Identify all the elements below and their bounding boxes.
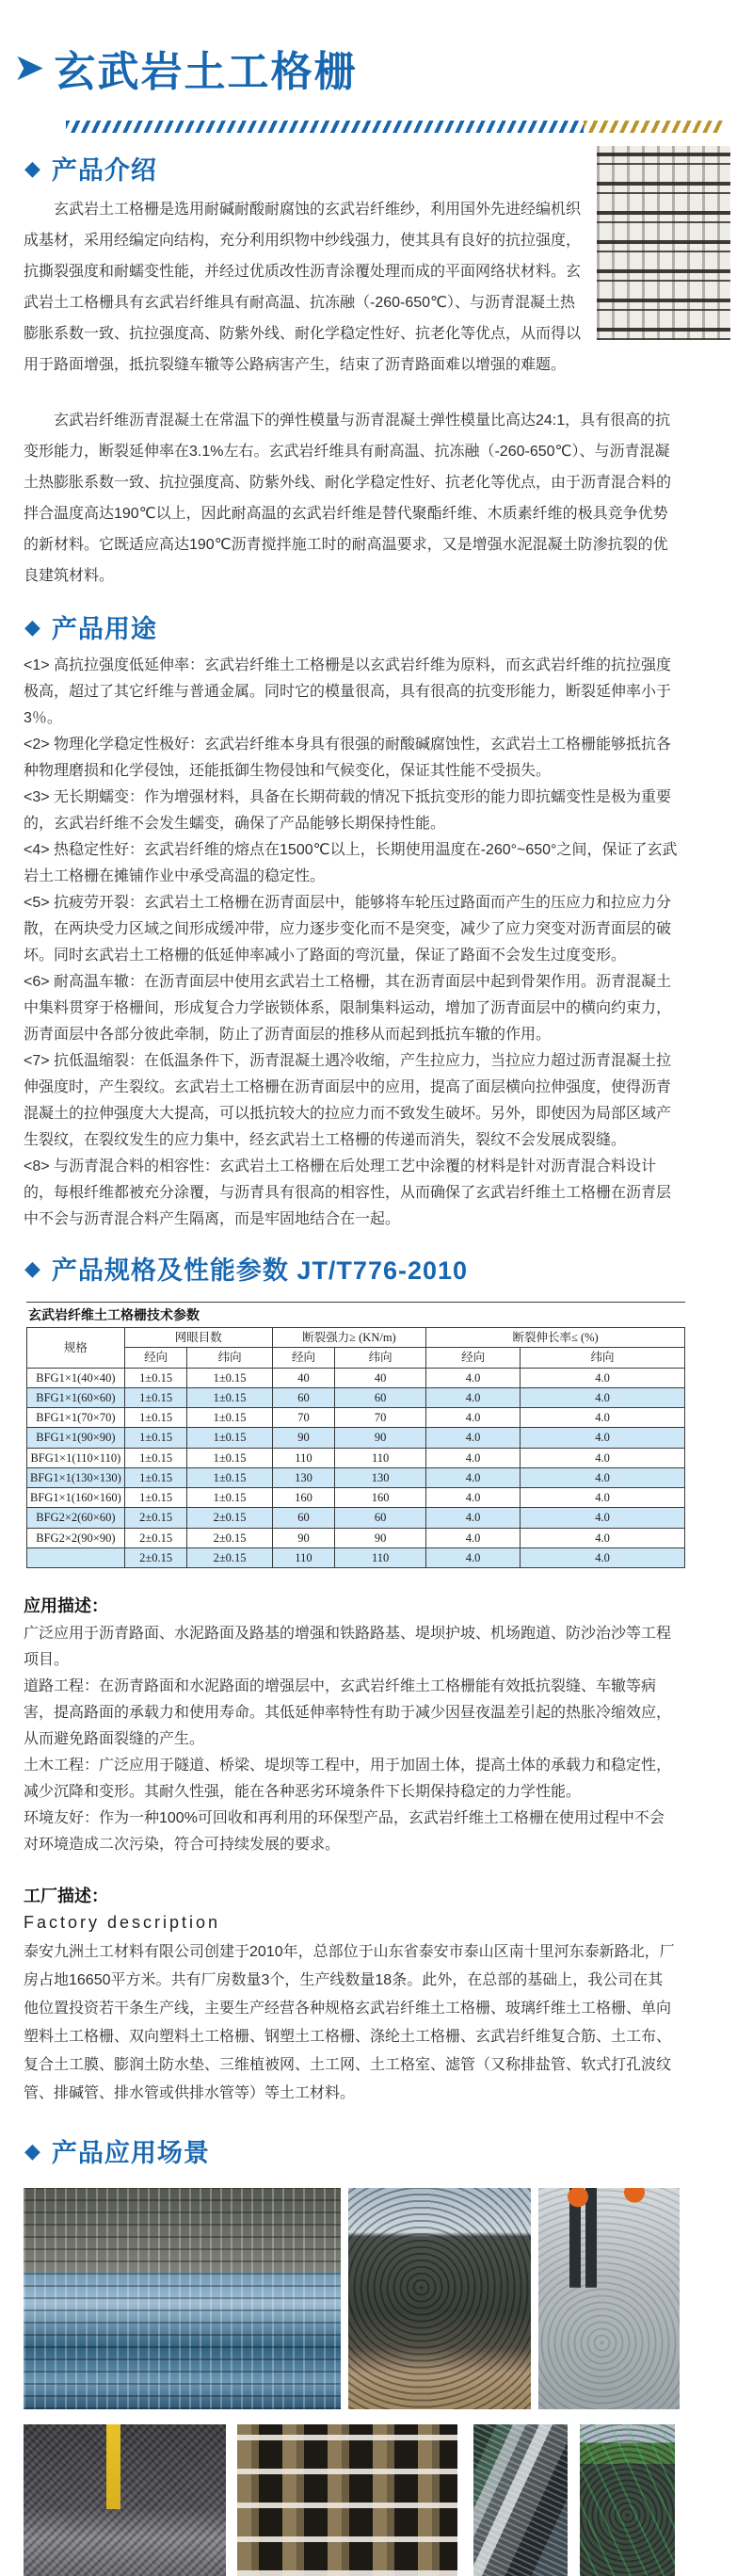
table-cell: 2±0.15 (187, 1508, 272, 1528)
section-product-intro (24, 150, 680, 591)
hatch-strip-gold (584, 121, 723, 133)
subcol-weft: 纬向 (521, 1348, 685, 1368)
table-cell: 4.0 (521, 1387, 685, 1407)
gallery-row-2 (24, 2424, 753, 2576)
intro-paragraph-2: 玄武岩纤维沥青混凝土在常温下的弹性模量与沥青混凝土弹性模量比高达24:1，具有很高的抗变形能力，断裂延伸率在3.1%左右。玄武岩纤维具有耐高温、抗冻融（-260-650℃）、与沥青混凝土热膨胀系数一致、抗拉强度高、防紫外线、耐化学稳定性好、抗老化等优点，由于沥青混合料的拌合温度高达190℃以上，因此耐高温的玄武岩纤维是替代聚酯纤维、木质素纤维的极具竞争优势的新材料。它既适应高达190℃沥青搅拌施工时的耐高温要求，又是增强水泥混凝土防渗抗裂的优良建筑材料。 (24, 413, 672, 584)
table-cell: BFG2×2(90×90) (27, 1528, 125, 1547)
table-row (27, 1547, 685, 1567)
table-cell: 4.0 (426, 1528, 521, 1547)
table-cell: 4.0 (521, 1488, 685, 1508)
usage-item-1: <1> 高抗拉强度低延伸率：玄武岩纤维土工格栅是以玄武岩纤维为原料，而玄武岩纤维的抗拉强度极高，超过了其它纤维与普通金属。同时它的模量很高，具有很高的抗变形能力，断裂延伸率小于3％。 (24, 657, 672, 726)
subcol-warp: 经向 (426, 1348, 521, 1368)
subcol-warp: 经向 (272, 1348, 334, 1368)
table-cell: 1±0.15 (124, 1448, 187, 1467)
application-heading: 应用描述： (24, 1596, 108, 1615)
table-cell: 110 (335, 1448, 426, 1467)
diamond-icon: ◆ (24, 1256, 40, 1280)
table-row (27, 1528, 685, 1547)
diamond-icon: ◆ (24, 155, 40, 180)
gallery-heading-row (24, 2132, 753, 2169)
table-cell: 4.0 (521, 1528, 685, 1547)
table-cell: BFG1×1(90×90) (27, 1428, 125, 1448)
col-header-spec: 规格 (27, 1328, 125, 1369)
table-cell: 1±0.15 (187, 1408, 272, 1428)
col-group-elongation: 断裂伸长率≤ (%) (426, 1328, 685, 1348)
table-cell: BFG1×1(70×70) (27, 1408, 125, 1428)
usage-items (24, 653, 678, 1233)
table-cell: 4.0 (521, 1448, 685, 1467)
table-cell: 1±0.15 (187, 1368, 272, 1387)
intro-paragraph-1: 玄武岩土工格栅是选用耐碱耐酸耐腐蚀的玄武岩纤维纱，利用国外先进经编机织成基材，采用经编定向结构，充分利用织物中纱线强力，使其具有良好的抗拉强度，抗撕裂强度和耐蠕变性能，并经过优质改性沥青涂覆处理而成的平面网络状材料。玄武岩土工格栅具有玄武岩纤维具有耐高温、抗冻融（-260-650℃）、与沥青混凝土热膨胀系数一致、抗拉强度高、防紫外线、耐化学稳定性好、抗老化等优点，从而得以用于路面增强，抵抗裂缝车辙等公路病害产生，结束了沥青路面难以增强的难题。 (24, 202, 582, 373)
table-row (27, 1408, 685, 1428)
table-cell: 130 (272, 1467, 334, 1487)
spec-table-subheader-row (27, 1348, 685, 1368)
table-cell: 4.0 (426, 1428, 521, 1448)
table-cell: 4.0 (426, 1508, 521, 1528)
page-header (0, 0, 753, 98)
application-paragraph-1: 广泛应用于沥青路面、水泥路面及路基的增强和铁路路基、堤坝护坡、机场跑道、防沙治沙等工程项目。 (24, 1626, 672, 1668)
subcol-warp: 经向 (124, 1348, 187, 1368)
table-cell: 1±0.15 (187, 1448, 272, 1467)
gallery-photo-workers-concrete (538, 2188, 680, 2409)
specs-heading: 产品规格及性能参数 JT/T776-2010 (51, 1256, 469, 1285)
table-cell: 90 (335, 1528, 426, 1547)
table-cell: 4.0 (426, 1488, 521, 1508)
table-cell: 60 (335, 1508, 426, 1528)
table-cell: BFG1×1(160×160) (27, 1488, 125, 1508)
table-cell: BFG1×1(60×60) (27, 1387, 125, 1407)
table-cell: 1±0.15 (124, 1408, 187, 1428)
usage-item-3: <3> 无长期蠕变：作为增强材料，具备在长期荷载的情况下抵抗变形的能力即抗蠕变性是极为重要的，玄武岩纤维不会发生蠕变，确保了产品能够长期保持性能。 (24, 789, 672, 832)
table-row (27, 1428, 685, 1448)
application-paragraph-3: 土木工程：广泛应用于隧道、桥梁、堤坝等工程中，用于加固土体，提高土体的承载力和稳定性，减少沉降和变形。其耐久性强，能在各种恶劣环境条件下长期保持稳定的力学性能。 (24, 1758, 672, 1800)
gallery-photo-production-line-pipes (24, 2188, 341, 2409)
table-cell: 4.0 (426, 1368, 521, 1387)
table-cell: 1±0.15 (124, 1467, 187, 1487)
table-row (27, 1387, 685, 1407)
spec-table-body (27, 1368, 685, 1568)
usage-item-2: <2> 物理化学稳定性极好：玄武岩纤维本身具有很强的耐酸碱腐蚀性，玄武岩土工格栅能够抵抗各种物理磨损和化学侵蚀，还能抵御生物侵蚀和气候变化，保证其性能不受损失。 (24, 737, 672, 779)
table-cell: 4.0 (521, 1467, 685, 1487)
usage-item-4: <4> 热稳定性好：玄武岩纤维的熔点在1500℃以上，长期使用温度在-260°~650°之间，保证了玄武岩土工格栅在摊铺作业中承受高温的稳定性。 (24, 842, 678, 884)
table-row (27, 1368, 685, 1387)
table-cell: BFG1×1(130×130) (27, 1467, 125, 1487)
table-cell: 60 (272, 1508, 334, 1528)
subcol-weft: 纬向 (187, 1348, 272, 1368)
table-cell: BFG1×1(40×40) (27, 1368, 125, 1387)
table-cell: 90 (272, 1528, 334, 1547)
specs-heading-row (24, 1250, 753, 1287)
table-cell (27, 1547, 125, 1567)
application-paragraphs (24, 1621, 678, 1858)
table-cell: 90 (335, 1428, 426, 1448)
table-cell: 40 (272, 1368, 334, 1387)
subcol-weft: 纬向 (335, 1348, 426, 1368)
table-row (27, 1467, 685, 1487)
factory-paragraph: 泰安九洲土工材料有限公司创建于2010年，总部位于山东省泰安市泰山区南十里河东泰新路北，厂房占地16650平方米。共有厂房数量3个，生产线数量18条。此外，在总部的基础上，我公司在其他位置投资若干条生产线，主要生产经营各种规格玄武岩纤维土工格栅、玻璃纤维土工格栅、单向塑料土工格栅、双向塑料土工格栅、钢塑土工格栅、涤纶土工格栅、玄武岩纤维复合筋、土工布、复合土工膜、膨润土防水垫、三维植被网、土工网、土工格室、滤管（又称排盐管、软式打孔波纹管、排碱管、排水管或供排水管等）等土工材料。 (24, 1944, 675, 2101)
factory-heading: 工厂描述： (24, 1887, 108, 1905)
application-paragraph-4: 环境友好：作为一种100%可回收和再利用的环保型产品，玄武岩纤维土工格栅在使用过程中不会对环境造成二次污染，符合可持续发展的要求。 (24, 1810, 665, 1853)
table-cell: 4.0 (426, 1448, 521, 1467)
usage-item-6: <6> 耐高温车辙：在沥青面层中使用玄武岩土工格栅，其在沥青面层中起到骨架作用。沥青混凝土中集料贯穿于格栅间，形成复合力学嵌锁体系，限制集料运动，增加了沥青面层中的横向约束力，沥青面层中各部分彼此牵制，防止了沥青面层的推移从而起到抵抗车辙的作用。 (24, 974, 672, 1043)
col-group-mesh: 网眼目数 (124, 1328, 272, 1348)
table-cell: 90 (272, 1428, 334, 1448)
title-arrow-icon: ➤ (13, 47, 45, 89)
table-cell: 4.0 (426, 1467, 521, 1487)
usage-item-8: <8> 与沥青混合料的相容性：玄武岩土工格栅在后处理工艺中涂覆的材料是针对沥青混合料设计的，每根纤维都被充分涂覆，与沥青具有很高的相容性，从而确保了玄武岩纤维土工格栅在沥青层中不会与沥青混合料产生隔离，而是牢固地结合在一起。 (24, 1158, 672, 1227)
diamond-icon: ◆ (24, 2138, 40, 2163)
factory-subheading: Factory description (24, 1913, 221, 1932)
table-cell: 4.0 (521, 1547, 685, 1567)
table-cell: 1±0.15 (187, 1467, 272, 1487)
table-cell: 130 (335, 1467, 426, 1487)
table-cell: 1±0.15 (124, 1488, 187, 1508)
table-cell: 160 (335, 1488, 426, 1508)
intro-heading-row (24, 150, 582, 186)
table-cell: 1±0.15 (187, 1488, 272, 1508)
geogrid-mesh-photo (597, 146, 730, 340)
page-title: 玄武岩土工格栅 (54, 49, 358, 95)
table-cell: BFG1×1(110×110) (27, 1448, 125, 1467)
table-cell: 110 (272, 1448, 334, 1467)
usage-heading-row (24, 608, 753, 645)
table-cell: 1±0.15 (124, 1428, 187, 1448)
table-cell: 160 (272, 1488, 334, 1508)
spec-table-container (26, 1302, 685, 1568)
table-cell: BFG2×2(60×60) (27, 1508, 125, 1528)
table-cell: 2±0.15 (124, 1547, 187, 1567)
table-cell: 1±0.15 (187, 1387, 272, 1407)
table-cell: 70 (335, 1408, 426, 1428)
table-cell: 2±0.15 (187, 1547, 272, 1567)
table-cell: 4.0 (426, 1547, 521, 1567)
table-cell: 1±0.15 (187, 1428, 272, 1448)
table-cell: 1±0.15 (124, 1387, 187, 1407)
table-cell: 110 (335, 1547, 426, 1567)
usage-item-7: <7> 抗低温缩裂：在低温条件下，沥青混凝土遇冷收缩，产生拉应力，当拉应力超过沥青混凝土拉伸强度时，产生裂纹。玄武岩土工格栅在沥青面层中的应用，提高了面层横向拉伸强度，使得沥青混凝土的拉伸强度大大提高，可以抵抗较大的拉应力而不致发生破坏。另外，即使因为局部区域产生裂纹，在裂纹发生的应力集中，经玄武岩土工格栅的传递而消失，裂纹不会发展成裂缝。 (24, 1053, 672, 1148)
gallery-row-1 (24, 2188, 753, 2409)
table-cell: 4.0 (426, 1408, 521, 1428)
table-row (27, 1448, 685, 1467)
table-row (27, 1508, 685, 1528)
gallery-photo-asphalt-ruler (24, 2424, 226, 2576)
usage-heading: 产品用途 (51, 615, 157, 643)
table-cell: 4.0 (426, 1387, 521, 1407)
intro-heading: 产品介绍 (51, 156, 157, 185)
gallery-photo-mesh-bags-field (580, 2424, 675, 2576)
spec-table-header-row (27, 1328, 685, 1348)
gallery-heading: 产品应用场景 (51, 2139, 210, 2167)
hatch-strip-blue (66, 121, 584, 133)
gallery-photo-roller-machine (473, 2424, 568, 2576)
table-cell: 60 (272, 1387, 334, 1407)
table-cell: 40 (335, 1368, 426, 1387)
table-cell: 2±0.15 (124, 1508, 187, 1528)
table-cell: 1±0.15 (124, 1368, 187, 1387)
application-paragraph-2: 道路工程：在沥青路面和水泥路面的增强层中，玄武岩纤维土工格栅能有效抵抗裂缝、车辙等病害，提高路面的承载力和使用寿命。其低延伸率特性有助于减少因昼夜温差引起的热胀冷缩效应，从而避免路面裂缝的产生。 (24, 1678, 672, 1747)
table-cell: 4.0 (521, 1408, 685, 1428)
table-cell: 4.0 (521, 1368, 685, 1387)
spec-table (26, 1327, 685, 1568)
table-cell: 4.0 (521, 1428, 685, 1448)
col-group-strength: 断裂强力≥ (KN/m) (272, 1328, 425, 1348)
table-cell: 70 (272, 1408, 334, 1428)
diamond-icon: ◆ (24, 614, 40, 639)
table-cell: 4.0 (521, 1508, 685, 1528)
table-cell: 110 (272, 1547, 334, 1567)
gallery-photo-mesh-bags-yard (348, 2188, 531, 2409)
gallery-photo-geogrid-closeup (237, 2424, 457, 2576)
decorative-hatch-strip (66, 121, 723, 133)
table-cell: 2±0.15 (124, 1528, 187, 1547)
table-row (27, 1488, 685, 1508)
table-cell: 60 (335, 1387, 426, 1407)
table-cell: 2±0.15 (187, 1528, 272, 1547)
spec-table-caption: 玄武岩纤维土工格栅技术参数 (28, 1309, 200, 1323)
usage-item-5: <5> 抗疲劳开裂：玄武岩土工格栅在沥青面层中，能够将车轮压过路面而产生的压应力和拉应力分散，在两块受力区域之间形成缓冲带，应力逐步变化而不是突变，减少了应力突变对沥青面层的破坏。同时玄武岩土工格栅的低延伸率减小了路面的弯沉量，保证了路面不会发生过度变形。 (24, 895, 672, 964)
